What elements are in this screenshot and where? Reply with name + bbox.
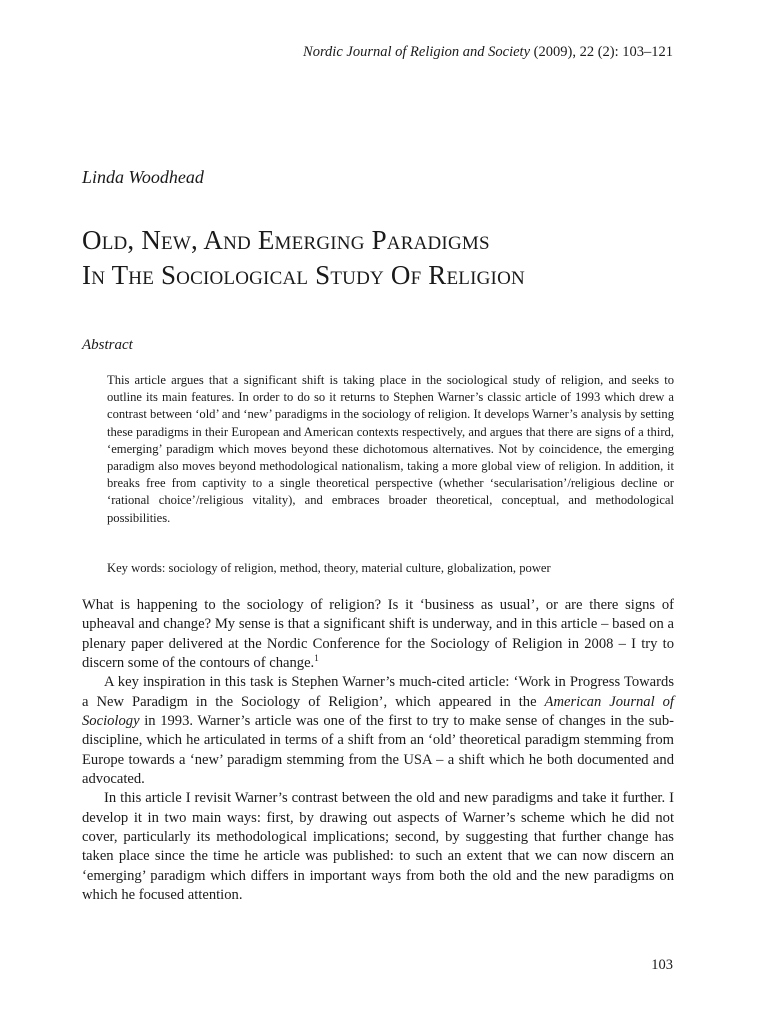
- article-title: [82, 223, 525, 293]
- article-body: [82, 596, 674, 906]
- paragraph-2-start: A key inspiration in this task is Stephen Warner’s much-cited article: ‘Work in Progress Towards a New Paradigm in the Sociology of Religion’, which appeared in the: [82, 674, 674, 710]
- journal-name: Nordic Journal of Religion and Society: [303, 44, 531, 60]
- paragraph-2: [82, 673, 674, 789]
- paragraph-3: In this article I revisit Warner’s contrast between the old and new paradigms and take it further. I develop it in two main ways: first, by drawing out aspects of Warner’s scheme which he did not cover, particularly its methodological implications; second, by suggesting that further change has taken place since the time he article was published: to such an extent that we can now discern an ‘emerging’ paradigm which differs in important ways from both the old and the new paradigms on which he focused attention.: [82, 790, 674, 904]
- keywords: Key words: sociology of religion, method, theory, material culture, globalization, power: [107, 561, 551, 575]
- title-line-2: In The Sociological Study Of Religion: [82, 260, 525, 290]
- title-line-1: Old, New, And Emerging Paradigms: [82, 225, 490, 255]
- paragraph-2-end: in 1993. Warner’s article was one of the first to try to make sense of changes in the sub-discipline, which he articulated in terms of a shift from an ‘old’ theoretical paradigm stemming from Europe towards a ‘new’ paradigm stemming from the USA – a shift which he both documented and advocated.: [82, 713, 674, 788]
- citation-details: (2009), 22 (2): 103–121: [530, 44, 673, 60]
- footnote-marker: 1: [314, 653, 319, 664]
- author-name: Linda Woodhead: [82, 167, 204, 187]
- paragraph-1: [82, 596, 674, 673]
- page-number: 103: [651, 957, 673, 973]
- paragraph-1-text: What is happening to the sociology of religion? Is it ‘business as usual’, or are there signs of upheaval and change? My sense is that a significant shift is underway, and in this article – based on a plenary paper delivered at the Nordic Conference for the Sociology of Religion in 2008 – I try to discern some of the contours of change.: [82, 597, 674, 672]
- paragraph-2-journal: American Journal of Sociology: [82, 693, 674, 730]
- abstract-text: This article argues that a significant shift is taking place in the sociological study of religion, and seeks to outline its main features. In order to do so it returns to Stephen Warner’s classic article of 1993 which drew a contrast between ‘old’ and ‘new’ paradigms in the sociology of religion. It develops Warner’s analysis by setting these paradigms in their European and American contexts respectively, and argues that there are signs of a third, ‘emerging’ paradigm which moves beyond these dichotomous alternatives. Not by coincidence, the emerging paradigm also moves beyond methodological nationalism, taking a more global view of religion. In addition, it breaks free from captivity to a single theoretical perspective (whether ‘secularisation’/religious decline or ‘rational choice’/religious vitality), and embraces broader theoretical, conceptual, and methodological possibilities.: [107, 373, 674, 525]
- abstract-heading: Abstract: [82, 337, 133, 353]
- journal-citation: [303, 44, 673, 61]
